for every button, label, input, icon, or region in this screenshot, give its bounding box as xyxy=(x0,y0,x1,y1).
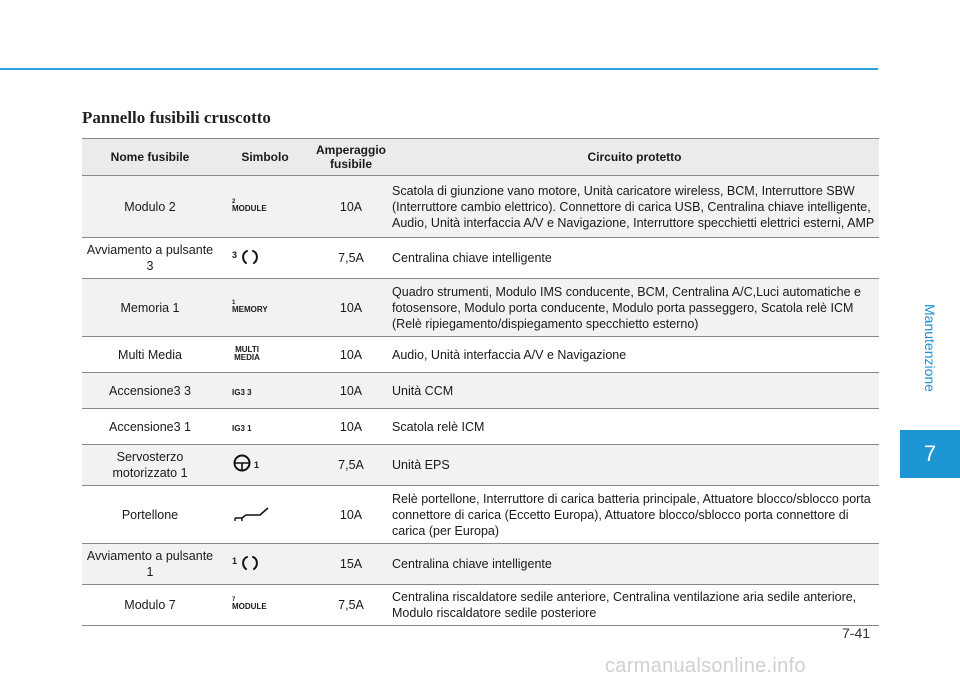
fuse-table-body xyxy=(82,176,879,626)
fuse-name: Modulo 7 xyxy=(82,585,218,626)
fuse-circuit: Centralina chiave intelligente xyxy=(390,238,879,279)
fuse-name: Avviamento a pulsante 1 xyxy=(82,544,218,585)
fuse-circuit: Quadro strumenti, Modulo IMS conducente, BCM, Centralina A/C,Luci automatiche e fotosensore, Modulo porta conducente, Modulo porta passeggero, Scatola relè ICM (Relè ripiegamento/dispiegamento specchietto esterno) xyxy=(390,279,879,337)
fuse-amperage: 10A xyxy=(312,279,390,337)
fuse-amperage: 7,5A xyxy=(312,238,390,279)
fuse-amperage: 10A xyxy=(312,337,390,373)
button-icon xyxy=(239,247,261,271)
fuse-amperage: 10A xyxy=(312,409,390,445)
table-row xyxy=(82,373,879,409)
table-row xyxy=(82,486,879,544)
fuse-symbol-index: 7 xyxy=(232,597,236,603)
table-row xyxy=(82,337,879,373)
header-circuit: Circuito protetto xyxy=(390,139,879,176)
fuse-symbol-text: MODULE xyxy=(232,203,267,213)
fuse-symbol-index: 1 xyxy=(232,555,238,566)
table-row xyxy=(82,238,879,279)
fuse-name: Portellone xyxy=(82,486,218,544)
fuse-amperage: 10A xyxy=(312,176,390,238)
fuse-amperage: 10A xyxy=(312,486,390,544)
fuse-symbol-label xyxy=(232,425,252,433)
fuse-symbol-text: MULTI MEDIA xyxy=(234,344,260,362)
table-row xyxy=(82,445,879,486)
fuse-circuit: Centralina chiave intelligente xyxy=(390,544,879,585)
fuse-table xyxy=(82,138,879,626)
steering-icon xyxy=(232,453,252,477)
fuse-circuit: Unità EPS xyxy=(390,445,879,486)
fuse-symbol-label xyxy=(232,300,268,314)
fuse-name: Memoria 1 xyxy=(82,279,218,337)
page-number: 7-41 xyxy=(842,625,871,641)
fuse-symbol xyxy=(218,445,312,486)
fuse-symbol-index: 3 xyxy=(232,249,238,260)
fuse-symbol-label xyxy=(232,597,267,611)
chapter-number: 7 xyxy=(900,430,960,478)
fuse-symbol xyxy=(218,279,312,337)
fuse-symbol-graphic xyxy=(232,503,272,527)
fuse-symbol-graphic xyxy=(232,453,259,477)
section-title: Pannello fusibili cruscotto xyxy=(82,108,271,127)
fuse-amperage: 15A xyxy=(312,544,390,585)
fuse-symbol-text: IG3 3 xyxy=(232,387,252,397)
fuse-circuit: Relè portellone, Interruttore di carica batteria principale, Attuatore blocco/sblocco porta connettore di carica (Eccetto Europa), Attuatore blocco/sblocco porta connettore di carica (per Europa) xyxy=(390,486,879,544)
fuse-name: Servosterzo motorizzato 1 xyxy=(82,445,218,486)
fuse-symbol-graphic xyxy=(232,553,261,577)
table-row xyxy=(82,409,879,445)
fuse-symbol-label xyxy=(232,346,262,362)
fuse-symbol xyxy=(218,238,312,279)
fuse-circuit: Scatola relè ICM xyxy=(390,409,879,445)
fuse-name: Modulo 2 xyxy=(82,176,218,238)
button-icon xyxy=(239,553,261,577)
fuse-name: Avviamento a pulsante 3 xyxy=(82,238,218,279)
watermark: carmanualsonline.info xyxy=(605,655,806,677)
header-fuse-name: Nome fusibile xyxy=(82,139,218,176)
fuse-symbol xyxy=(218,544,312,585)
fuse-symbol-index: 2 xyxy=(232,198,236,205)
fuse-symbol-label xyxy=(232,199,267,213)
fuse-name: Accensione3 3 xyxy=(82,373,218,409)
fuse-symbol-text: IG3 1 xyxy=(232,423,252,433)
header-symbol: Simbolo xyxy=(218,139,312,176)
table-header-row xyxy=(82,139,879,176)
fuse-name: Multi Media xyxy=(82,337,218,373)
fuse-symbol-text: MODULE xyxy=(232,602,267,611)
fuse-circuit: Unità CCM xyxy=(390,373,879,409)
fuse-symbol xyxy=(218,585,312,626)
fuse-symbol xyxy=(218,373,312,409)
fuse-symbol-text: MEMORY xyxy=(232,304,268,314)
fuse-symbol-graphic xyxy=(232,247,261,271)
table-row xyxy=(82,279,879,337)
fuse-amperage: 7,5A xyxy=(312,445,390,486)
fuse-symbol-label xyxy=(232,389,252,397)
tailgate-icon xyxy=(232,503,272,527)
fuse-symbol xyxy=(218,176,312,238)
table-row xyxy=(82,544,879,585)
fuse-name: Accensione3 1 xyxy=(82,409,218,445)
header-rule xyxy=(0,68,878,70)
fuse-symbol-index: 1 xyxy=(232,299,236,306)
fuse-symbol xyxy=(218,486,312,544)
fuse-amperage: 10A xyxy=(312,373,390,409)
fuse-circuit: Centralina riscaldatore sedile anteriore, Centralina ventilazione aria sedile anteriore, Modulo riscaldatore sedile posteriore xyxy=(390,585,879,626)
fuse-amperage: 7,5A xyxy=(312,585,390,626)
chapter-label: Manutenzione xyxy=(922,304,938,392)
fuse-symbol xyxy=(218,337,312,373)
fuse-symbol xyxy=(218,409,312,445)
table-row xyxy=(82,176,879,238)
fuse-symbol-index: 1 xyxy=(254,460,260,470)
fuse-circuit: Audio, Unità interfaccia A/V e Navigazione xyxy=(390,337,879,373)
table-row xyxy=(82,585,879,626)
header-amperage: Amperaggio fusibile xyxy=(312,139,390,176)
fuse-circuit: Scatola di giunzione vano motore, Unità caricatore wireless, BCM, Interruttore SBW (Interruttore cambio elettrico). Connettore di carica USB, Centralina chiave intelligente, Audio, Unità interfaccia A/V e Navigazione, Interruttore specchietti elettrici esterni, AMP xyxy=(390,176,879,238)
